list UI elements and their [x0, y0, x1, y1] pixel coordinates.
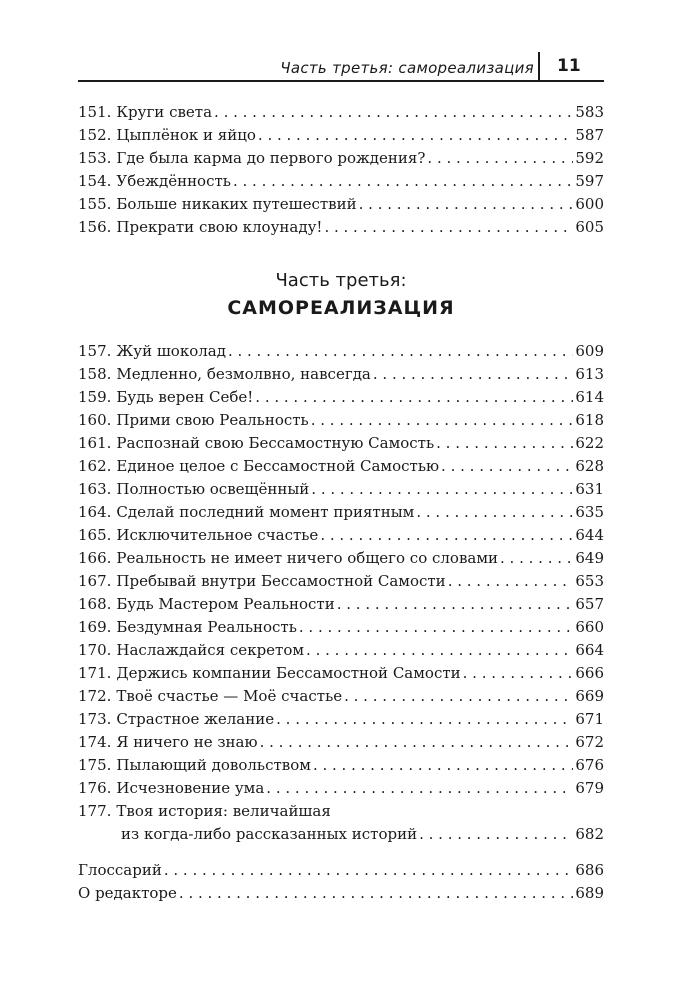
toc-leader-dots — [373, 363, 573, 386]
toc-entry-number: 159. — [78, 388, 112, 406]
toc-entry-page: 664 — [575, 641, 604, 659]
toc-entry — [78, 147, 604, 170]
toc-entry — [78, 524, 604, 547]
toc-entry-title: Жуй шоколад — [116, 342, 226, 360]
toc-item — [78, 193, 604, 216]
toc-entry-number: 151. — [78, 103, 112, 121]
toc-entry — [78, 570, 604, 593]
toc-item — [78, 340, 604, 363]
toc-entry — [78, 193, 604, 216]
toc-item — [78, 363, 604, 386]
toc-entry — [78, 777, 604, 800]
toc-item — [78, 501, 604, 524]
toc-entry-number: 161. — [78, 434, 112, 452]
toc-entry-title: Страстное желание — [116, 710, 275, 728]
toc-entry-title-continued: из когда-либо рассказанных историй — [121, 825, 418, 843]
toc-leader-dots — [299, 616, 573, 639]
toc-entry — [78, 882, 604, 905]
running-title: Часть третья: самореализация — [280, 59, 534, 77]
toc-entry-page: 614 — [575, 388, 604, 406]
toc-entry-page: 644 — [575, 526, 604, 544]
toc-leader-dots — [164, 859, 574, 882]
toc-leader-dots — [359, 193, 574, 216]
toc-entry-number: 163. — [78, 480, 112, 498]
toc-entry-number: 168. — [78, 595, 112, 613]
toc-entry — [78, 124, 604, 147]
toc-entry — [78, 708, 604, 731]
toc-leader-dots — [448, 570, 574, 593]
toc-entry-page: 669 — [575, 687, 604, 705]
toc-item — [78, 570, 604, 593]
toc-item — [78, 524, 604, 547]
toc-leader-dots — [441, 455, 573, 478]
toc-leader-dots — [306, 639, 573, 662]
section-heading — [78, 268, 604, 322]
toc-entry-page: 597 — [575, 172, 604, 190]
toc-entry-number: 166. — [78, 549, 112, 567]
toc-entry-number: 157. — [78, 342, 112, 360]
toc-leader-dots — [436, 432, 573, 455]
toc-item — [78, 409, 604, 432]
toc-item — [78, 616, 604, 639]
toc-leader-dots — [427, 147, 573, 170]
toc-entry-page: 605 — [575, 218, 604, 236]
toc-entry — [78, 170, 604, 193]
toc-item — [78, 754, 604, 777]
toc-entry-title: Пребывай внутри Бессамостной Самости — [116, 572, 446, 590]
toc-entry — [78, 731, 604, 754]
toc-item — [78, 639, 604, 662]
toc-entry-title: Убеждённость — [116, 172, 231, 190]
toc-entry — [78, 685, 604, 708]
toc-entry-number: 152. — [78, 126, 112, 144]
toc-entry — [78, 386, 604, 409]
toc-item — [78, 170, 604, 193]
toc-entry-number: 162. — [78, 457, 112, 475]
toc-entry-page: 600 — [575, 195, 604, 213]
toc-leader-dots — [337, 593, 574, 616]
toc-item — [78, 685, 604, 708]
toc-entry-page: 672 — [575, 733, 604, 751]
toc-list-part-three — [78, 340, 604, 846]
toc-entry-title: Полностью освещённый — [116, 480, 310, 498]
toc-entry-title: Исключительное счастье — [116, 526, 319, 544]
toc-entry-page: 649 — [575, 549, 604, 567]
toc-leader-dots — [260, 731, 574, 754]
toc-entry — [78, 800, 604, 823]
toc-entry — [78, 216, 604, 239]
toc-entry-number: 167. — [78, 572, 112, 590]
toc-entry-number: 154. — [78, 172, 112, 190]
toc-entry — [78, 432, 604, 455]
toc-entry-page: 618 — [575, 411, 604, 429]
toc-entry-title: Больше никаких путешествий — [116, 195, 357, 213]
toc-entry-page: 671 — [575, 710, 604, 728]
toc-entry-title: Прими свою Реальность — [116, 411, 309, 429]
toc-entry-page: 635 — [575, 503, 604, 521]
toc-entry — [78, 101, 604, 124]
toc-entry-continuation — [78, 823, 604, 846]
toc-leader-dots — [416, 501, 573, 524]
toc-entry-title: Глоссарий — [78, 861, 162, 879]
toc-entry-number: 171. — [78, 664, 112, 682]
page-number: 11 — [557, 56, 581, 76]
toc-entry-title: Единое целое с Бессамостной Самостью — [116, 457, 440, 475]
toc-item — [78, 455, 604, 478]
toc-entry-number: 176. — [78, 779, 112, 797]
toc-list-back-matter — [78, 859, 604, 905]
toc-leader-dots — [419, 823, 573, 846]
toc-entry-page: 622 — [575, 434, 604, 452]
toc-entry — [78, 616, 604, 639]
toc-entry-page: 666 — [575, 664, 604, 682]
toc-leader-dots — [320, 524, 573, 547]
toc-item — [78, 593, 604, 616]
toc-entry-number: 160. — [78, 411, 112, 429]
toc-entry-page: 679 — [575, 779, 604, 797]
toc-entry-page: 583 — [575, 103, 604, 121]
toc-entry-page: 686 — [575, 861, 604, 879]
toc-entry — [78, 363, 604, 386]
toc-leader-dots — [258, 124, 573, 147]
toc-entry-page: 613 — [575, 365, 604, 383]
toc-item — [78, 859, 604, 882]
toc-entry-page: 587 — [575, 126, 604, 144]
toc-entry-number: 174. — [78, 733, 112, 751]
toc-leader-dots — [311, 409, 574, 432]
toc-entry — [78, 478, 604, 501]
toc-entry-number: 153. — [78, 149, 112, 167]
toc-entry — [78, 455, 604, 478]
toc-entry-page: 628 — [575, 457, 604, 475]
toc-entry-page: 653 — [575, 572, 604, 590]
toc-entry-title: Держись компании Бессамостной Самости — [116, 664, 461, 682]
section-title: САМОРЕАЛИЗАЦИЯ — [227, 297, 455, 319]
toc-entry-title: Прекрати свою клоунаду! — [116, 218, 323, 236]
toc-entry-title: Я ничего не знаю — [116, 733, 258, 751]
toc-entry-title: Цыплёнок и яйцо — [116, 126, 256, 144]
toc-entry-title: Где была карма до первого рождения? — [116, 149, 426, 167]
toc-entry-title: Твоя история: величайшая — [116, 802, 331, 820]
toc-entry-page: 631 — [575, 480, 604, 498]
toc-item — [78, 432, 604, 455]
toc-entry-title: Пылающий довольством — [116, 756, 311, 774]
toc-entry-page: 657 — [575, 595, 604, 613]
toc-entry-number: 164. — [78, 503, 112, 521]
toc-entry — [78, 409, 604, 432]
toc-entry-page: 660 — [575, 618, 604, 636]
toc-entry-number: 165. — [78, 526, 112, 544]
toc-entry — [78, 501, 604, 524]
toc-entry-title: Бездумная Реальность — [116, 618, 297, 636]
toc-entry-title: О редакторе — [78, 884, 177, 902]
toc-item — [78, 731, 604, 754]
toc-entry — [78, 340, 604, 363]
toc-entry-number: 173. — [78, 710, 112, 728]
toc-entry-title: Сделай последний момент приятным — [116, 503, 415, 521]
toc-entry-title: Круги света — [116, 103, 213, 121]
toc-leader-dots — [324, 216, 573, 239]
toc-leader-dots — [255, 386, 573, 409]
running-header — [78, 50, 604, 82]
toc-item — [78, 478, 604, 501]
toc-leader-dots — [214, 101, 573, 124]
toc-entry-number: 172. — [78, 687, 112, 705]
toc-leader-dots — [266, 777, 573, 800]
toc-entry — [78, 754, 604, 777]
toc-leader-dots — [276, 708, 573, 731]
toc-entry-number: 158. — [78, 365, 112, 383]
toc-leader-dots — [313, 754, 573, 777]
toc-leader-dots — [463, 662, 574, 685]
header-divider — [538, 52, 540, 80]
toc-list-part-two-end — [78, 101, 604, 239]
toc-leader-dots — [233, 170, 573, 193]
toc-item — [78, 147, 604, 170]
toc-entry-title: Реальность не имеет ничего общего со словами — [116, 549, 499, 567]
toc-entry — [78, 662, 604, 685]
toc-leader-dots — [344, 685, 573, 708]
toc-entry — [78, 859, 604, 882]
toc-entry-page: 689 — [575, 884, 604, 902]
toc-item — [78, 216, 604, 239]
toc-item — [78, 662, 604, 685]
toc-item — [78, 124, 604, 147]
toc-entry-number: 169. — [78, 618, 112, 636]
toc-entry-title: Будь Мастером Реальности — [116, 595, 335, 613]
toc-item — [78, 547, 604, 570]
toc-item — [78, 708, 604, 731]
toc-item — [78, 800, 604, 846]
toc-entry-title: Наслаждайся секретом — [116, 641, 305, 659]
toc-entry-page: 592 — [575, 149, 604, 167]
toc-entry-title: Твоё счастье — Моё счастье — [116, 687, 343, 705]
toc-leader-dots — [179, 882, 573, 905]
toc-item — [78, 101, 604, 124]
toc-leader-dots — [228, 340, 573, 363]
toc-entry-page: 676 — [575, 756, 604, 774]
toc-item — [78, 882, 604, 905]
toc-entry-number: 177. — [78, 802, 112, 820]
toc-entry-number: 175. — [78, 756, 112, 774]
section-kicker: Часть третья: — [275, 270, 407, 291]
toc-entry-page: 682 — [575, 825, 604, 843]
toc-entry-title: Исчезновение ума — [116, 779, 265, 797]
toc-entry-number: 170. — [78, 641, 112, 659]
toc-entry — [78, 593, 604, 616]
toc-entry-title: Медленно, безмолвно, навсегда — [116, 365, 371, 383]
toc-item — [78, 386, 604, 409]
toc-entry-page: 609 — [575, 342, 604, 360]
toc-entry-number: 156. — [78, 218, 112, 236]
toc-entry — [78, 639, 604, 662]
toc-leader-dots — [500, 547, 573, 570]
toc-item — [78, 777, 604, 800]
toc-entry — [78, 547, 604, 570]
toc-entry-number: 155. — [78, 195, 112, 213]
toc-entry-title: Распознай свою Бессамостную Самость — [116, 434, 435, 452]
toc-leader-dots — [311, 478, 573, 501]
toc-entry-title: Будь верен Себе! — [116, 388, 254, 406]
